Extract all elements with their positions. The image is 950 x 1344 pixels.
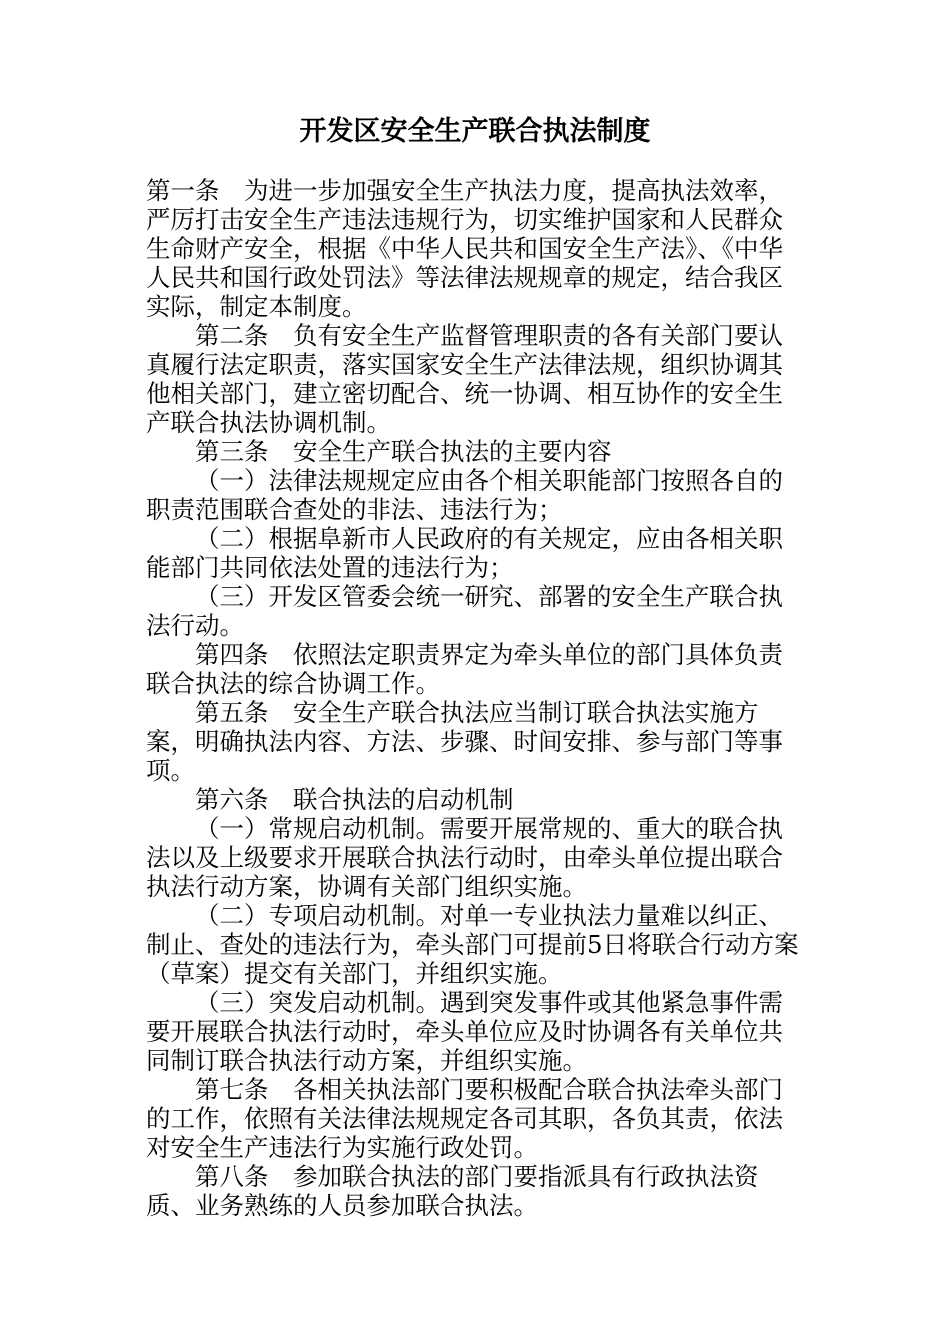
article-8: 第八条 参加联合执法的部门要指派具有行政执法资质、业务熟练的人员参加联合执法。 <box>146 1162 759 1220</box>
document-body <box>146 176 806 1220</box>
article-6-heading: 第六条 联合执法的启动机制 <box>195 785 514 814</box>
article-2: 第二条 负有安全生产监督管理职责的各有关部门要认真履行法定职责，落实国家安全生产法律法规，组织协调其他相关部门，建立密切配合、统一协调、相互协作的安全生产联合执法协调机制。 <box>146 321 783 437</box>
article-3-item-3: （三）开发区管委会统一研究、部署的安全生产联合执法行动。 <box>146 582 783 640</box>
article-6-item-2: （二）专项启动机制。对单一专业执法力量难以纠正、制止、查处的违法行为，牵头部门可提前5日将联合行动方案（草案）提交有关部门，并组织实施。 <box>146 901 799 988</box>
article-6-item-3: （三）突发启动机制。遇到突发事件或其他紧急事件需要开展联合执法行动时，牵头单位应及时协调各有关单位共同制订联合执法行动方案，并组织实施。 <box>146 988 783 1075</box>
article-3-heading: 第三条 安全生产联合执法的主要内容 <box>195 437 612 466</box>
article-3-item-1: （一）法律法规规定应由各个相关职能部门按照各自的职责范围联合查处的非法、违法行为； <box>146 466 783 524</box>
article-3-item-2: （二）根据阜新市人民政府的有关规定，应由各相关职能部门共同依法处置的违法行为； <box>146 524 783 582</box>
article-6-item-1: （一）常规启动机制。需要开展常规的、重大的联合执法以及上级要求开展联合执法行动时，由牵头单位提出联合执法行动方案，协调有关部门组织实施。 <box>146 814 783 901</box>
article-4: 第四条 依照法定职责界定为牵头单位的部门具体负责联合执法的综合协调工作。 <box>146 640 783 698</box>
article-1: 第一条 为进一步加强安全生产执法力度，提高执法效率，严厉打击安全生产违法违规行为，切实维护国家和人民群众生命财产安全，根据《中华人民共和国安全生产法》、《中华人民共和国行政处罚法》等法律法规规章的规定，结合我区实际，制定本制度。 <box>146 176 783 321</box>
article-5: 第五条 安全生产联合执法应当制订联合执法实施方案，明确执法内容、方法、步骤、时间安排、参与部门等事项。 <box>146 698 783 785</box>
article-7: 第七条 各相关执法部门要积极配合联合执法牵头部门的工作，依照有关法律法规规定各司其职，各负其责，依法对安全生产违法行为实施行政处罚。 <box>146 1075 783 1162</box>
document-title: 开发区安全生产联合执法制度 <box>299 116 651 147</box>
